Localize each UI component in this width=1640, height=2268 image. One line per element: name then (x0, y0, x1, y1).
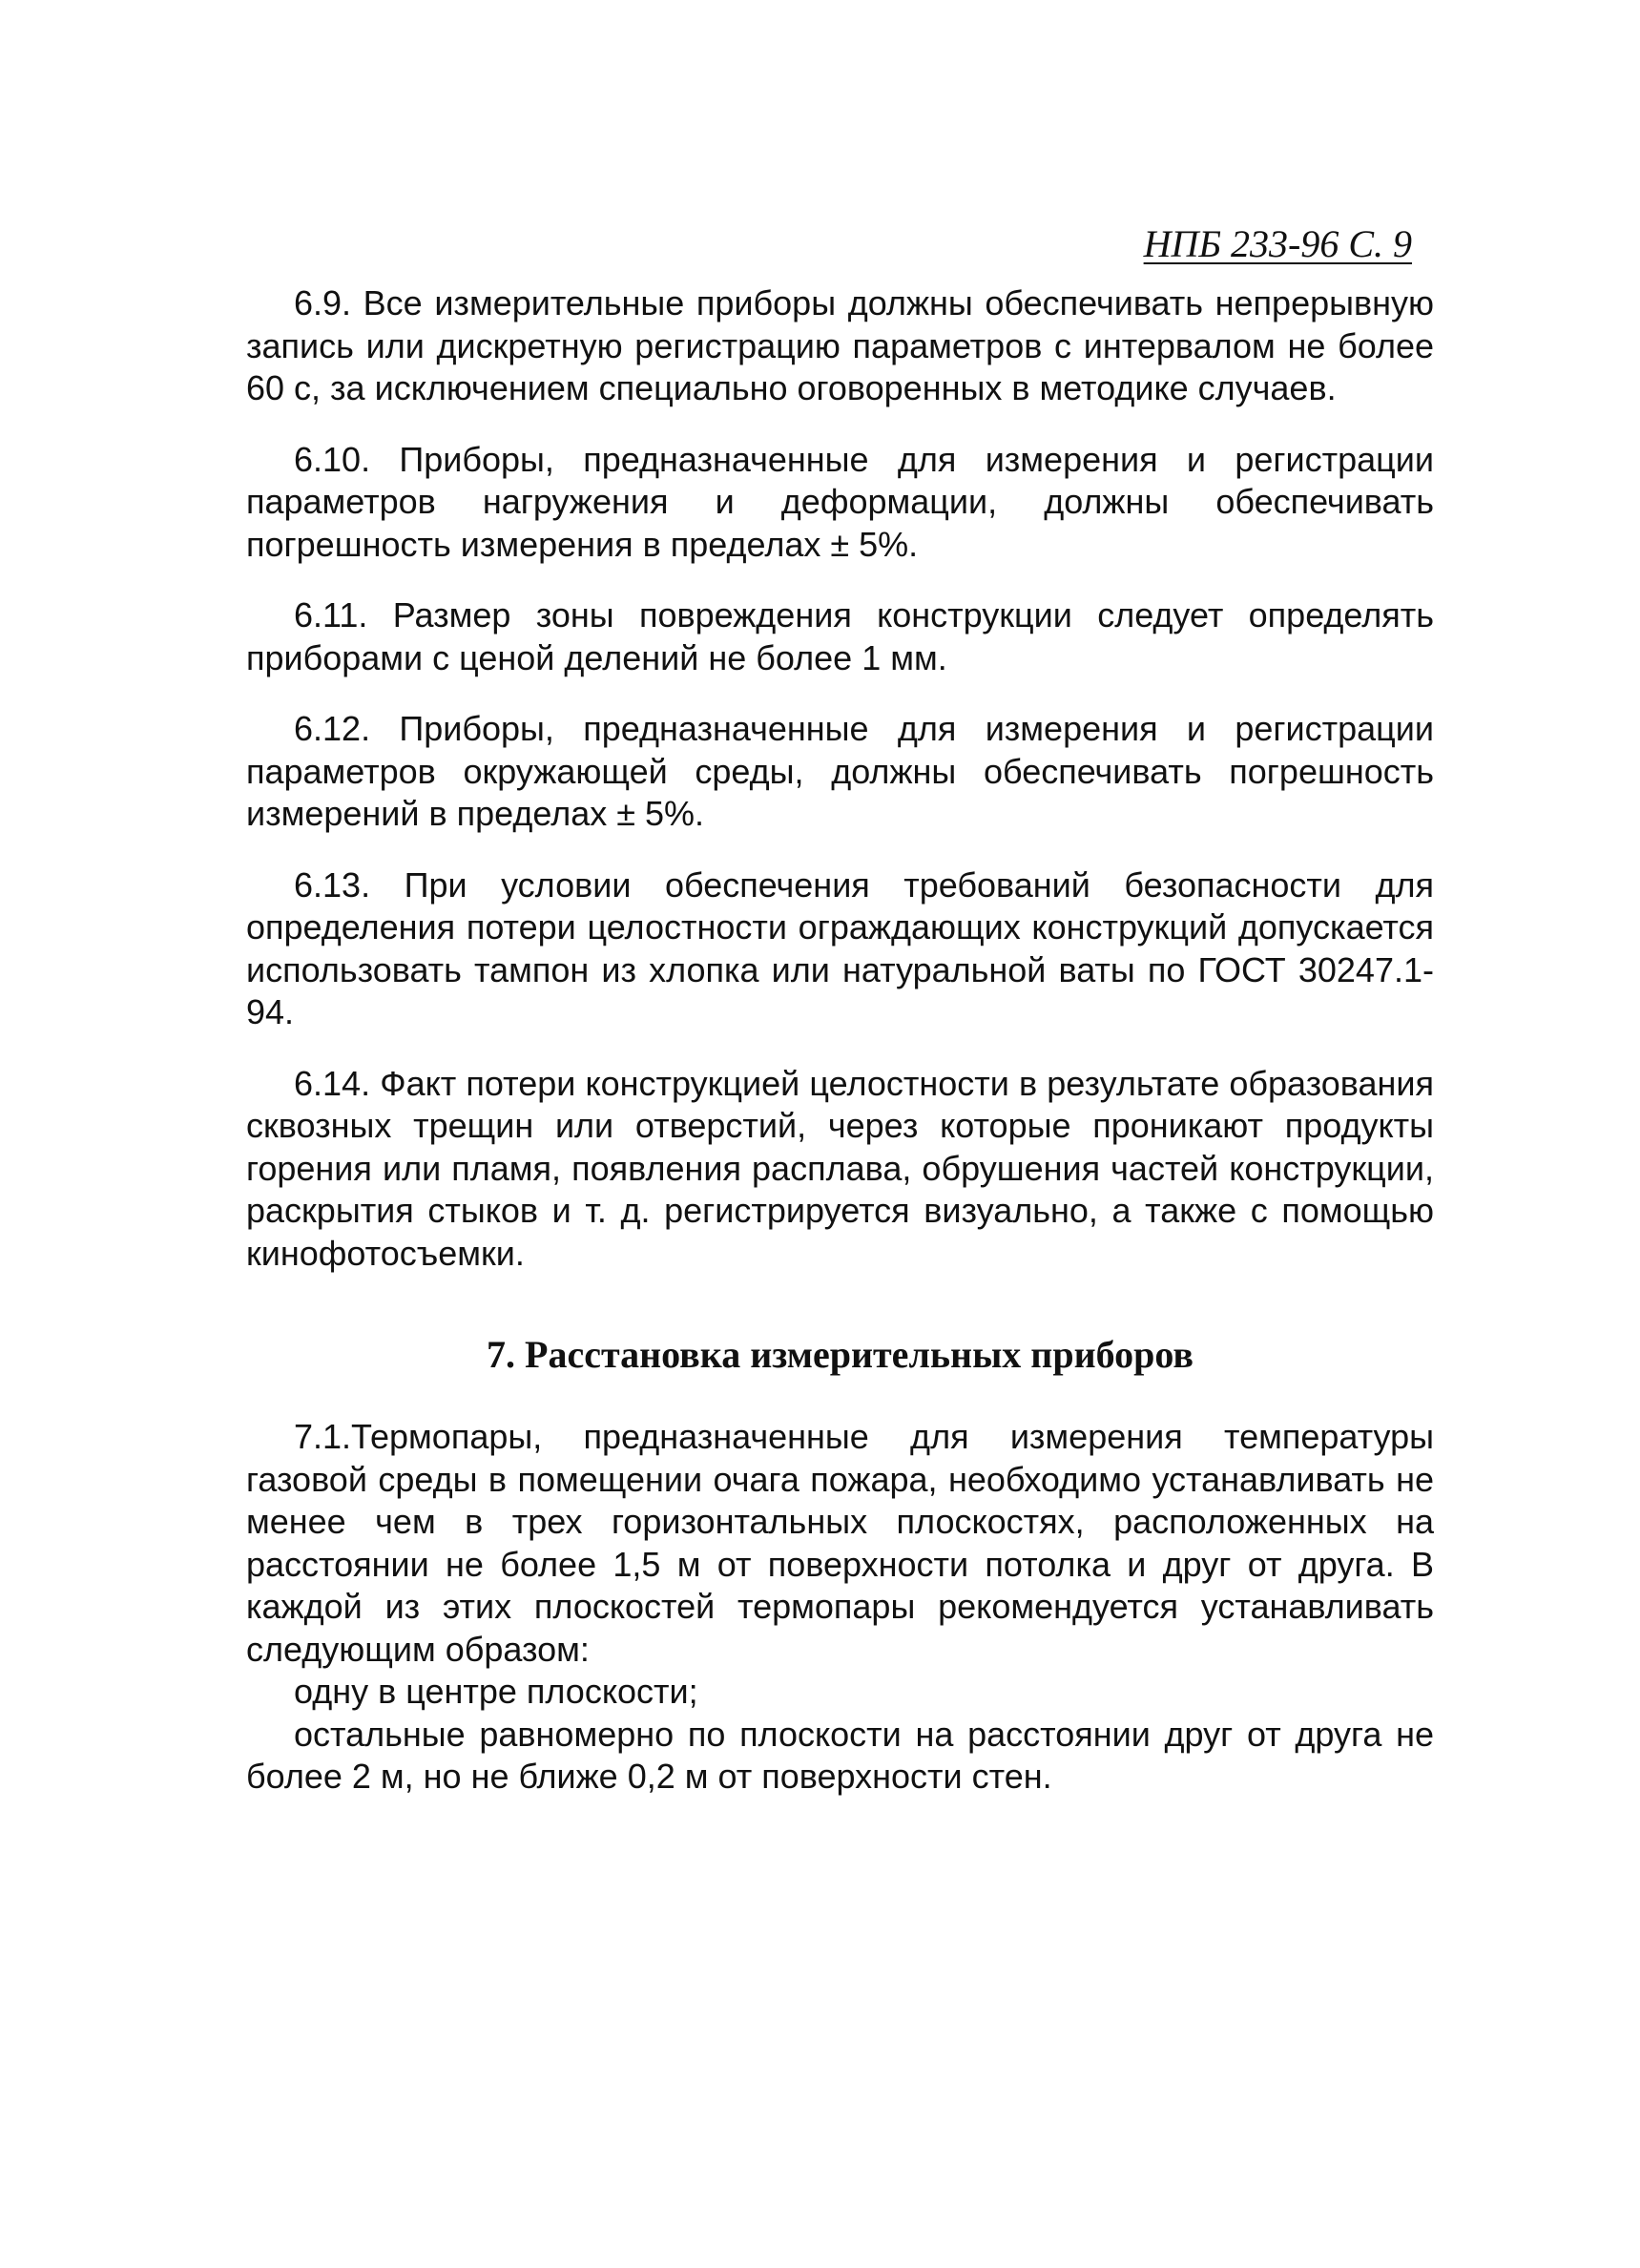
document-body (246, 282, 1434, 1799)
list-item-remaining: остальные равномерно по плоскости на расстоянии друг от друга не более 2 м, но не ближе 0,2 м от поверхности стен. (246, 1714, 1434, 1796)
running-header: НПБ 233-96 С. 9 (1143, 222, 1412, 265)
section-title: 7. Расстановка измерительных приборов (487, 1333, 1194, 1376)
paragraph-6-11: 6.11. Размер зоны повреждения конструкции следует определять приборами с ценой делений не более 1 мм. (246, 595, 1434, 677)
paragraph-7-1: 7.1.Термопары, предназначенные для измерения температуры газовой среды в помещении очага пожара, необходимо устанавливать не менее чем в трех горизонтальных плоскостях, расположенных на расстоянии не более 1,5 м от поверхности потолка и друг от друга. В каждой из этих плоскостей термопары рекомендуется устанавливать следующим образом: (246, 1417, 1434, 1669)
paragraph-6-9: 6.9. Все измерительные приборы должны обеспечивать непрерывную запись или дискретную регистрацию параметров с интервалом не более 60 с, за исключением специально оговоренных в методике случаев. (246, 283, 1434, 407)
list-item-center: одну в центре плоскости; (294, 1672, 698, 1711)
paragraph-6-12: 6.12. Приборы, предназначенные для измерения и регистрации параметров окружающей среды, должны обеспечивать погрешность измерений в пределах ± 5%. (246, 709, 1434, 833)
paragraph-6-13: 6.13. При условии обеспечения требований безопасности для определения потери целостности ограждающих конструкций допускается использовать тампон из хлопка или натуральной ваты по ГОСТ 30247.1-94. (246, 864, 1434, 1031)
paragraph-6-10: 6.10. Приборы, предназначенные для измерения и регистрации параметров нагружения и деформации, должны обеспечивать погрешность измерения в пределах ± 5%. (246, 439, 1434, 564)
paragraph-6-14: 6.14. Факт потери конструкцией целостности в результате образования сквозных трещин или отверстий, через которые проникают продукты горения или пламя, появления расплава, обрушения частей конструкции, раскрытия стыков и т. д. регистрируется визуально, а также с помощью кинофотосъемки. (246, 1063, 1434, 1273)
